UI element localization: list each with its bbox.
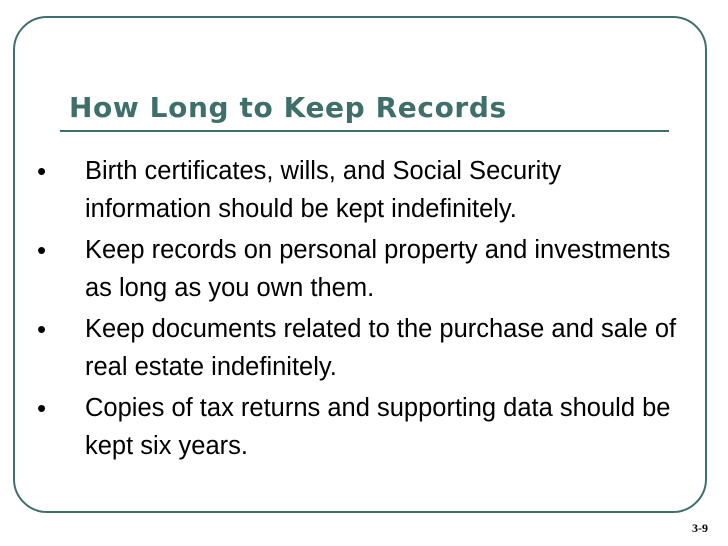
bullet-text: Copies of tax returns and supporting data should be kept six years.: [85, 394, 671, 460]
bullet-text: Birth certificates, wills, and Social Security information should be kept indefinitely.: [85, 157, 562, 223]
bullet-dot-icon: •: [37, 235, 47, 265]
bullet-dot-icon: •: [37, 156, 47, 186]
title-divider: [60, 130, 669, 132]
bullet-list: [33, 152, 693, 468]
bullet-item: [33, 389, 693, 465]
bullet-dot-icon: •: [37, 393, 47, 423]
bullet-item: [33, 152, 693, 228]
bullet-text: Keep documents related to the purchase and sale of real estate indefinitely.: [85, 315, 677, 381]
bullet-item: [33, 310, 693, 386]
bullet-dot-icon: •: [37, 314, 47, 344]
slide-title: How Long to Keep Records: [69, 91, 507, 124]
bullet-text: Keep records on personal property and investments as long as you own them.: [85, 236, 671, 302]
bullet-item: [33, 231, 693, 307]
slide-number: 3-9: [692, 521, 708, 535]
